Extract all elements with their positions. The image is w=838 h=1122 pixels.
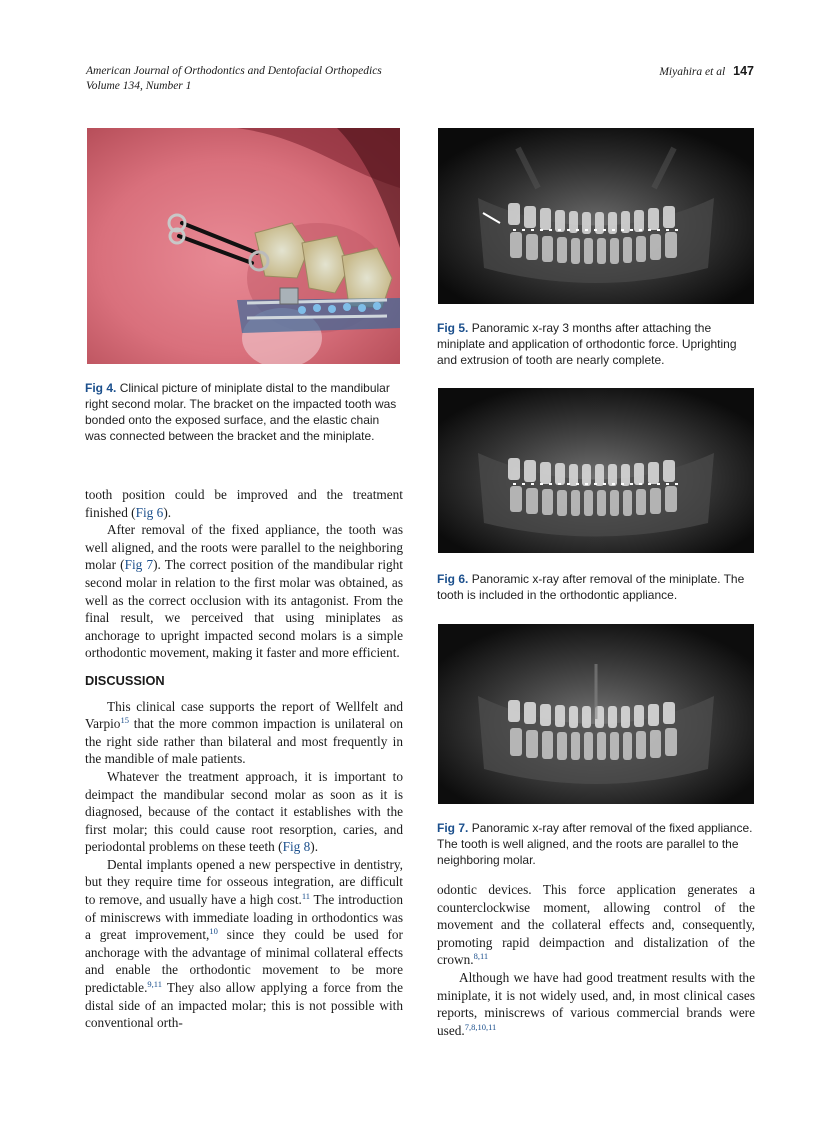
paragraph bbox=[85, 856, 403, 1032]
fig6-panoramic-xray bbox=[438, 388, 754, 553]
fig6-caption bbox=[437, 571, 757, 603]
citation-link[interactable]: 10 bbox=[209, 926, 218, 937]
fig4-caption-text: Clinical picture of miniplate distal to the mandibular right second molar. The bracket on the impacted tooth was bonded onto the exposed surface, and the elastic chain was connected between the bracket and the miniplate. bbox=[85, 381, 397, 443]
fig5-caption bbox=[437, 320, 757, 368]
citation-link[interactable]: 7,8,10,11 bbox=[464, 1021, 497, 1032]
left-column-text bbox=[85, 486, 403, 1032]
right-column-text bbox=[437, 881, 755, 1039]
journal-title: American Journal of Orthodontics and Dentofacial Orthopedics bbox=[86, 65, 382, 77]
page-number: 147 bbox=[733, 64, 754, 78]
paragraph bbox=[437, 881, 755, 969]
paragraph bbox=[85, 698, 403, 768]
text-span: ). bbox=[310, 839, 319, 855]
citation-link[interactable]: 11 bbox=[301, 891, 311, 902]
fig4-caption bbox=[85, 380, 403, 444]
text-span: After removal of the fixed appliance, the tooth was well aligned, and the roots were parallel to the neighboring molar ( bbox=[85, 522, 403, 573]
fig7-panoramic-xray bbox=[438, 624, 754, 804]
journal-volume: Volume 134, Number 1 bbox=[86, 80, 192, 92]
fig4-label: Fig 4. bbox=[85, 381, 117, 395]
citation-link[interactable]: 9,11 bbox=[147, 979, 162, 990]
fig-7-link[interactable]: Fig 7 bbox=[124, 557, 154, 573]
text-span: They also allow applying a force from the distal side of an impacted molar; this is not possible with conventional orth- bbox=[85, 980, 403, 1031]
text-span: odontic devices. This force application generates a counterclockwise moment, allowing control of the movement and the collateral effects and, consequently, promoting rapid deimpaction and distalization of the crown. bbox=[437, 882, 755, 968]
citation-link[interactable]: 15 bbox=[120, 715, 129, 726]
fig-6-link[interactable]: Fig 6 bbox=[135, 504, 164, 520]
paragraph bbox=[85, 768, 403, 856]
paragraph bbox=[85, 486, 403, 521]
fig5-label: Fig 5. bbox=[437, 321, 469, 335]
text-span: tooth position could be improved and the treatment finished ( bbox=[85, 487, 403, 520]
paragraph bbox=[85, 521, 403, 662]
running-header-authors bbox=[659, 64, 754, 80]
fig7-caption bbox=[437, 820, 757, 868]
fig7-label: Fig 7. bbox=[437, 821, 469, 835]
text-span: Dental implants opened a new perspective in dentistry, but they require time for osseous integration, are difficult to remove, and usually have a high cost. bbox=[85, 856, 403, 908]
fig5-caption-text: Panoramic x-ray 3 months after attaching the miniplate and application of orthodontic force. Uprighting and extrusion of tooth are nearly complete. bbox=[437, 321, 737, 367]
fig5-panoramic-xray bbox=[438, 128, 754, 304]
fig7-caption-text: Panoramic x-ray after removal of the fixed appliance. The tooth is well aligned, and the roots are parallel to the neighboring molar. bbox=[437, 821, 753, 867]
text-span: that the more common impaction is unilateral on the right side rather than bilateral and most frequently in the mandible of male patients. bbox=[85, 716, 403, 767]
text-span: ). The correct position of the mandibular right second molar in relation to the first molar was obtained, as well as the correct occlusion with its antagonist. From the final result, we perceived that using miniplates as anchorage to upright impacted second molars is a simple orthodontic movement, making it faster and more efficient. bbox=[85, 557, 404, 661]
text-span: since they could be used for anchorage with the advantage of minimal collateral effects and enable the orthodontic movement to be more predictable. bbox=[85, 927, 403, 996]
text-span: The introduction of miniscrews with immediate loading in orthodontics was a great improvement, bbox=[85, 892, 403, 943]
paragraph bbox=[437, 969, 755, 1039]
fig6-caption-text: Panoramic x-ray after removal of the miniplate. The tooth is included in the orthodontic appliance. bbox=[437, 572, 745, 602]
fig-8-link[interactable]: Fig 8 bbox=[282, 839, 311, 855]
text-span: This clinical case supports the report of Wellfelt and Varpio bbox=[85, 698, 403, 732]
authors: Miyahira et al bbox=[659, 66, 726, 78]
fig4-clinical-photo bbox=[87, 128, 400, 364]
text-span: ). bbox=[163, 504, 172, 520]
citation-link[interactable]: 8,11 bbox=[473, 951, 489, 962]
text-span: Although we have had good treatment results with the miniplate, it is not widely used, and, in most clinical cases reports, miniscrews of various commercial brands were used. bbox=[437, 969, 755, 1038]
running-header-journal bbox=[86, 64, 382, 94]
section-heading-discussion: DISCUSSION bbox=[85, 672, 165, 688]
text-span: Whatever the treatment approach, it is important to deimpact the mandibular second molar as soon as it is diagnosed, because of the contact it establishes with the first molar; this could cause root resorption, caries, and periodontal problems on these teeth ( bbox=[85, 768, 403, 855]
fig6-label: Fig 6. bbox=[437, 572, 469, 586]
